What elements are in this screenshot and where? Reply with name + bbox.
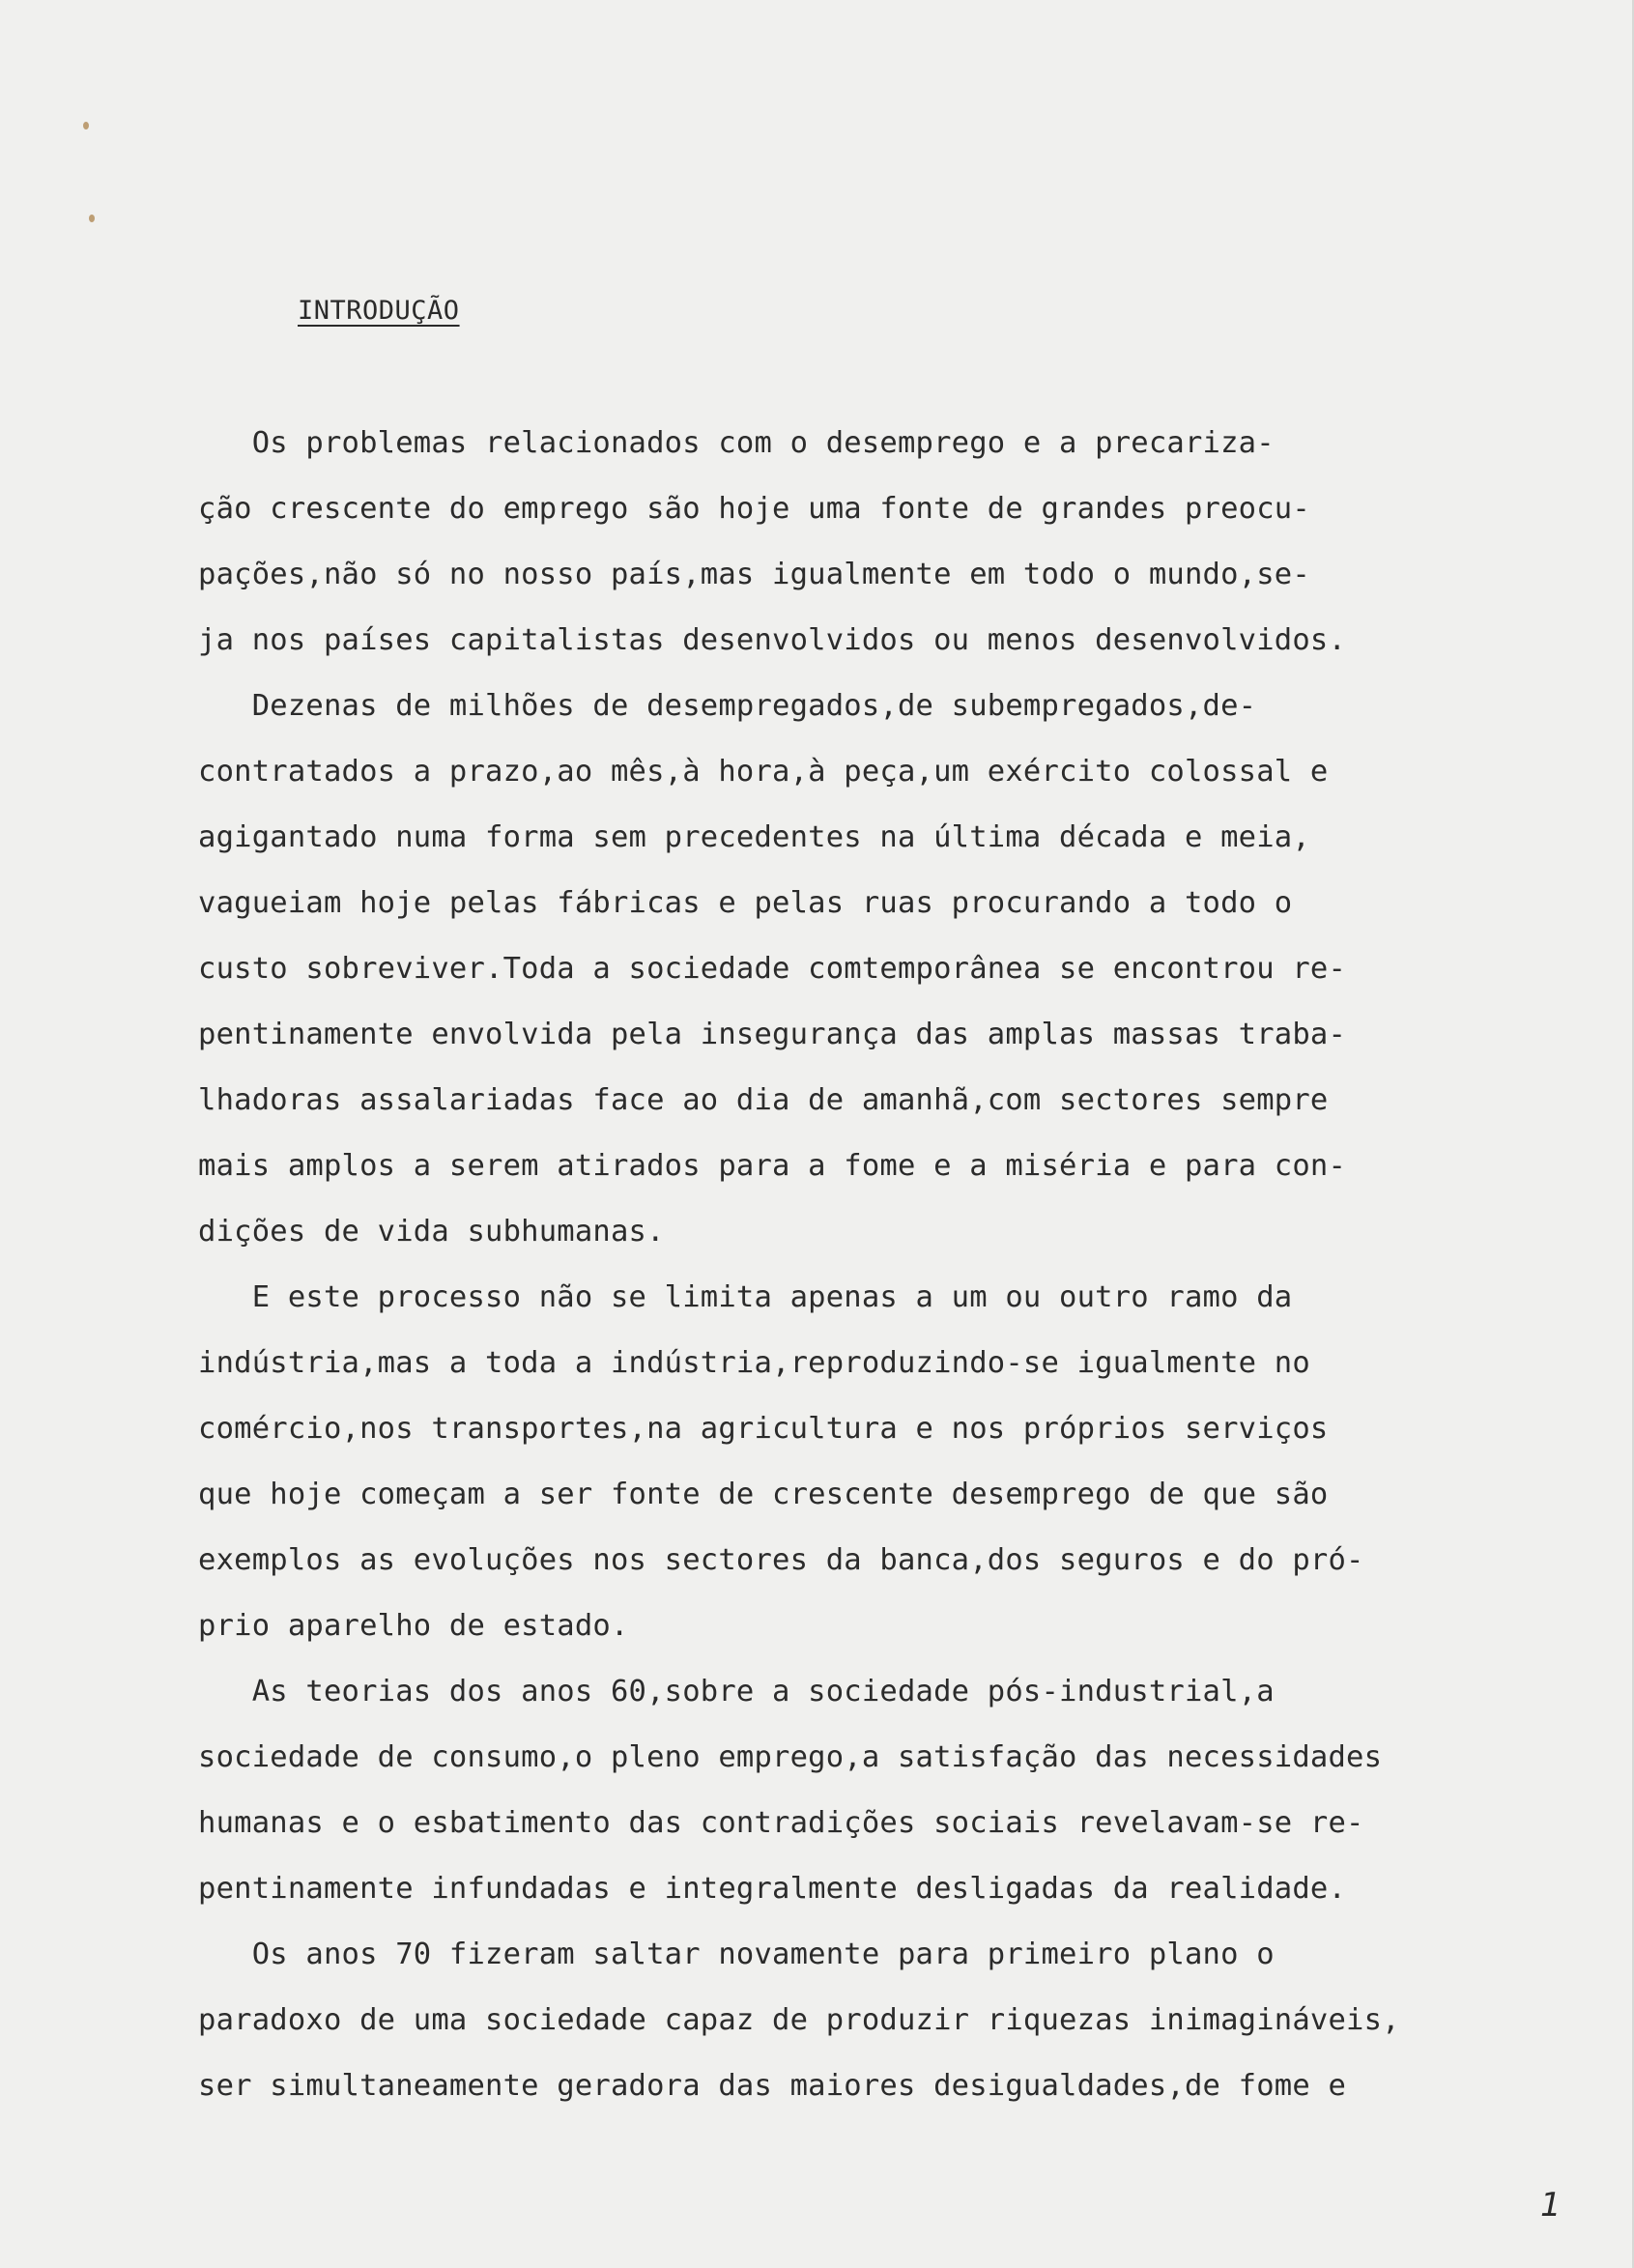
text-line: pações,não só no nosso país,mas igualmente em todo o mundo,se- (198, 558, 1310, 591)
text-line: As teorias dos anos 60,sobre a sociedade pós-industrial,a (198, 1675, 1275, 1708)
text-line: sociedade de consumo,o pleno emprego,a satisfação das necessidades (198, 1740, 1383, 1774)
text-line: lhadoras assalariadas face ao dia de amanhã,com sectores sempre (198, 1083, 1329, 1117)
text-line: que hoje começam a ser fonte de crescente desemprego de que são (198, 1478, 1329, 1511)
text-line: prio aparelho de estado. (198, 1609, 629, 1643)
paper-speck (89, 215, 95, 222)
text-line: humanas e o esbatimento das contradições sociais revelavam-se re- (198, 1806, 1364, 1840)
text-line: exemplos as evoluções nos sectores da banca,dos seguros e do pró- (198, 1543, 1364, 1577)
text-line: ser simultaneamente geradora das maiores desigualdades,de fome e (198, 2069, 1347, 2103)
text-line: Dezenas de milhões de desempregados,de subempregados,de- (198, 689, 1257, 723)
page-number: 1 (1540, 2186, 1562, 2225)
text-line: pentinamente infundadas e integralmente desligadas da realidade. (198, 1872, 1347, 1906)
text-line: paradoxo de uma sociedade capaz de produzir riquezas inimagináveis, (198, 2003, 1400, 2037)
text-line: mais amplos a serem atirados para a fome e a miséria e para con- (198, 1149, 1347, 1183)
text-line: custo sobreviver.Toda a sociedade comtemporânea se encontrou re- (198, 952, 1347, 986)
text-line: E este processo não se limita apenas a um ou outro ramo da (198, 1280, 1293, 1314)
text-line: contratados a prazo,ao mês,à hora,à peça,um exército colossal e (198, 755, 1329, 789)
text-line: Os problemas relacionados com o desemprego e a precariza- (198, 426, 1275, 460)
text-line: vagueiam hoje pelas fábricas e pelas ruas procurando a todo o (198, 886, 1293, 920)
text-line: Os anos 70 fizeram saltar novamente para primeiro plano o (198, 1938, 1275, 1971)
body-text (198, 411, 1570, 2119)
paper-speck (83, 122, 89, 129)
text-line: indústria,mas a toda a indústria,reproduzindo-se igualmente no (198, 1346, 1310, 1380)
section-title: INTRODUÇÃO (298, 296, 460, 326)
text-line: comércio,nos transportes,na agricultura e nos próprios serviços (198, 1412, 1329, 1446)
text-line: ção crescente do emprego são hoje uma fonte de grandes preocu- (198, 492, 1310, 526)
text-line: dições de vida subhumanas. (198, 1215, 665, 1249)
text-line: ja nos países capitalistas desenvolvidos ou menos desenvolvidos. (198, 623, 1347, 657)
text-line: agigantado numa forma sem precedentes na última década e meia, (198, 820, 1310, 854)
text-line: pentinamente envolvida pela insegurança das amplas massas traba- (198, 1018, 1347, 1051)
